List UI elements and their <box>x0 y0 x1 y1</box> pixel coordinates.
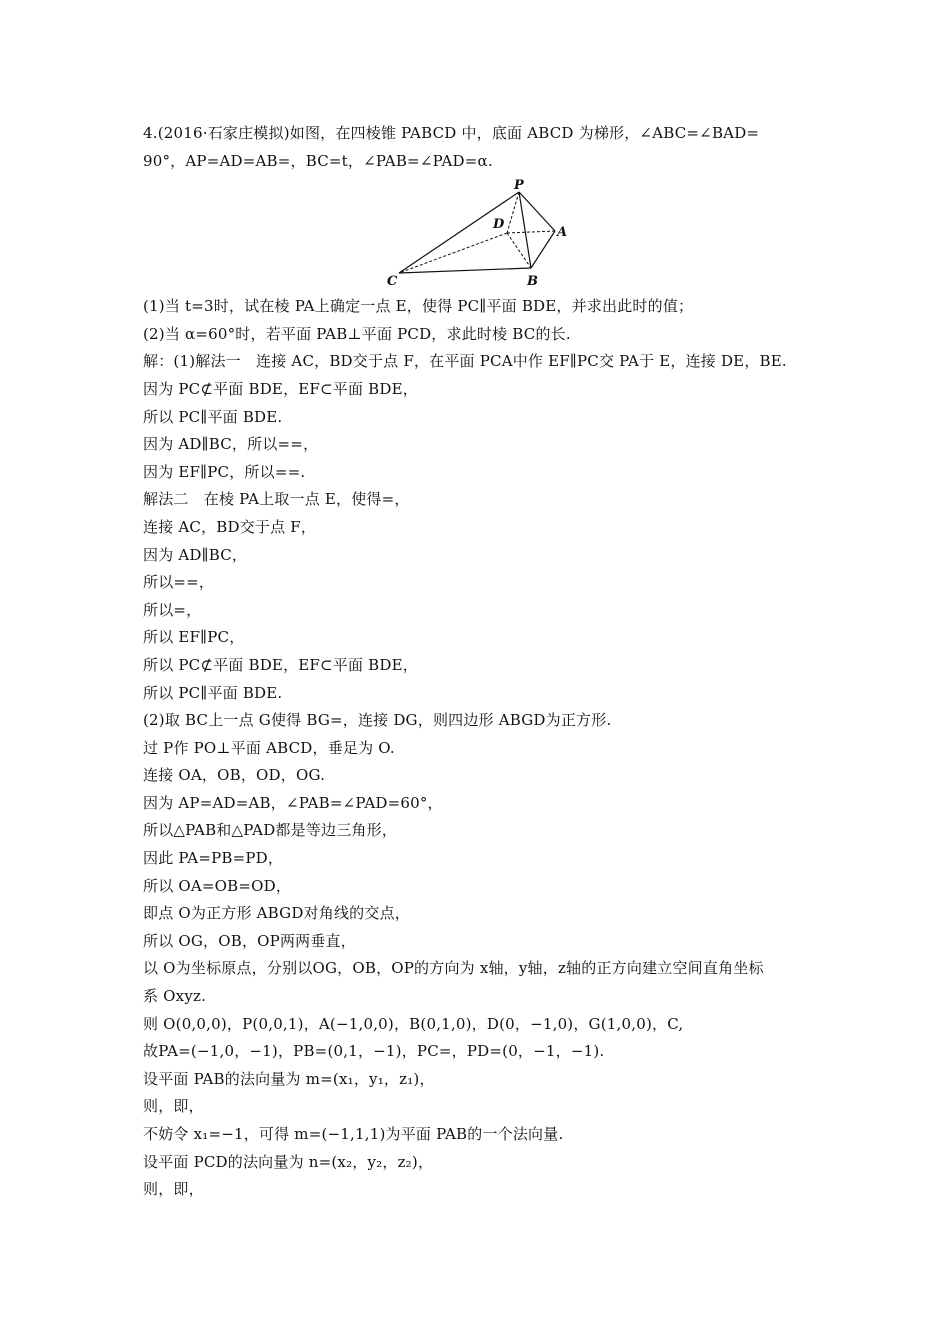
solution-line: (2)当 α=60°时，若平面 PAB⊥平面 PCD，求此时棱 BC的长. <box>143 324 571 343</box>
solution-line: 因为 AP=AD=AB，∠PAB=∠PAD=60°， <box>143 793 443 812</box>
solution-line: 连接 OA，OB，OD，OG. <box>143 766 326 785</box>
problem-line-1: 4.(2016·石家庄模拟)如图，在四棱锥 PABCD 中，底面 ABCD 为梯形，∠ABC=∠BAD= <box>143 124 760 142</box>
solution-line: 不妨令 x₁=−1，可得 m=(−1,1,1)为平面 PAB的一个法向量. <box>143 1125 564 1143</box>
solution-line: 所以==， <box>143 573 215 592</box>
solution-line: 所以 OG，OB，OP两两垂直， <box>143 931 356 950</box>
solution-line: 故PA=(−1,0，−1)，PB=(0,1，−1)，PC=，PD=(0，−1，−1). <box>143 1042 605 1061</box>
label-c: C <box>387 274 398 290</box>
solution-line: 所以 PC⊄平面 BDE，EF⊂平面 BDE， <box>143 655 418 674</box>
solution-line: 所以 PC∥平面 BDE. <box>143 407 283 426</box>
pyramid-diagram <box>385 179 575 289</box>
edge-cb <box>399 268 531 273</box>
solution-line: 即点 O为正方形 ABGD对角线的交点， <box>143 904 410 923</box>
solution-line: 所以=， <box>143 600 202 619</box>
solution-line: 设平面 PAB的法向量为 m=(x₁，y₁，z₁)， <box>143 1069 435 1088</box>
label-d: D <box>493 217 505 233</box>
edge-pc <box>399 192 519 273</box>
solution-line: 因为 AD∥BC，所以==， <box>143 435 319 454</box>
solution-line: 因为 PC⊄平面 BDE，EF⊂平面 BDE， <box>143 379 418 398</box>
edge-dc <box>399 233 507 273</box>
solution-line: 所以 PC∥平面 BDE. <box>143 683 283 702</box>
solution-line: 所以 EF∥PC， <box>143 628 245 647</box>
solution-body <box>143 293 813 1204</box>
solution-line: 则 O(0,0,0)，P(0,0,1)，A(−1,0,0)，B(0,1,0)，D(0，−1,0)，G(1,0,0)，C, <box>143 1014 684 1033</box>
solution-line: 因为 AD∥BC， <box>143 545 248 564</box>
solution-line: 因为 EF∥PC，所以==. <box>143 462 306 481</box>
solution-line: 所以△PAB和△PAD都是等边三角形， <box>143 821 398 840</box>
label-p: P <box>514 179 524 194</box>
solution-line: 所以 OA=OB=OD， <box>143 876 292 895</box>
solution-line: (1)当 t=3时，试在棱 PA上确定一点 E，使得 PC∥平面 BDE，并求出此时的值； <box>143 297 694 316</box>
edge-pd <box>507 192 519 233</box>
solution-line: 则，即， <box>143 1097 204 1116</box>
solution-line: 系 Oxyz. <box>143 987 207 1006</box>
edge-da <box>507 231 555 233</box>
label-a: A <box>557 225 568 241</box>
label-b: B <box>527 274 539 290</box>
solution-line: 连接 AC，BD交于点 F， <box>143 517 317 536</box>
solution-line: (2)取 BC上一点 G使得 BG=，连接 DG，则四边形 ABGD为正方形. <box>143 711 612 730</box>
solution-line: 解法二 在棱 PA上取一点 E，使得=， <box>143 490 410 509</box>
solution-line: 过 P作 PO⊥平面 ABCD，垂足为 O. <box>143 738 395 757</box>
solution-line: 因此 PA=PB=PD， <box>143 849 284 868</box>
problem-line-2: 90°，AP=AD=AB=，BC=t，∠PAB=∠PAD=α. <box>143 151 493 170</box>
pyramid-figure <box>143 179 813 291</box>
solution-line: 以 O为坐标原点，分别以OG，OB，OP的方向为 x轴，y轴，z轴的正方向建立空间直角坐标 <box>143 959 764 978</box>
edge-ba <box>531 231 555 268</box>
solution-line: 设平面 PCD的法向量为 n=(x₂，y₂，z₂)， <box>143 1152 434 1171</box>
solution-line: 则，即， <box>143 1180 204 1199</box>
edge-db <box>507 233 531 268</box>
document-content <box>143 120 813 1204</box>
solution-line: 解：(1)解法一 连接 AC，BD交于点 F，在平面 PCA中作 EF∥PC交 PA于 E，连接 DE，BE. <box>143 352 787 371</box>
